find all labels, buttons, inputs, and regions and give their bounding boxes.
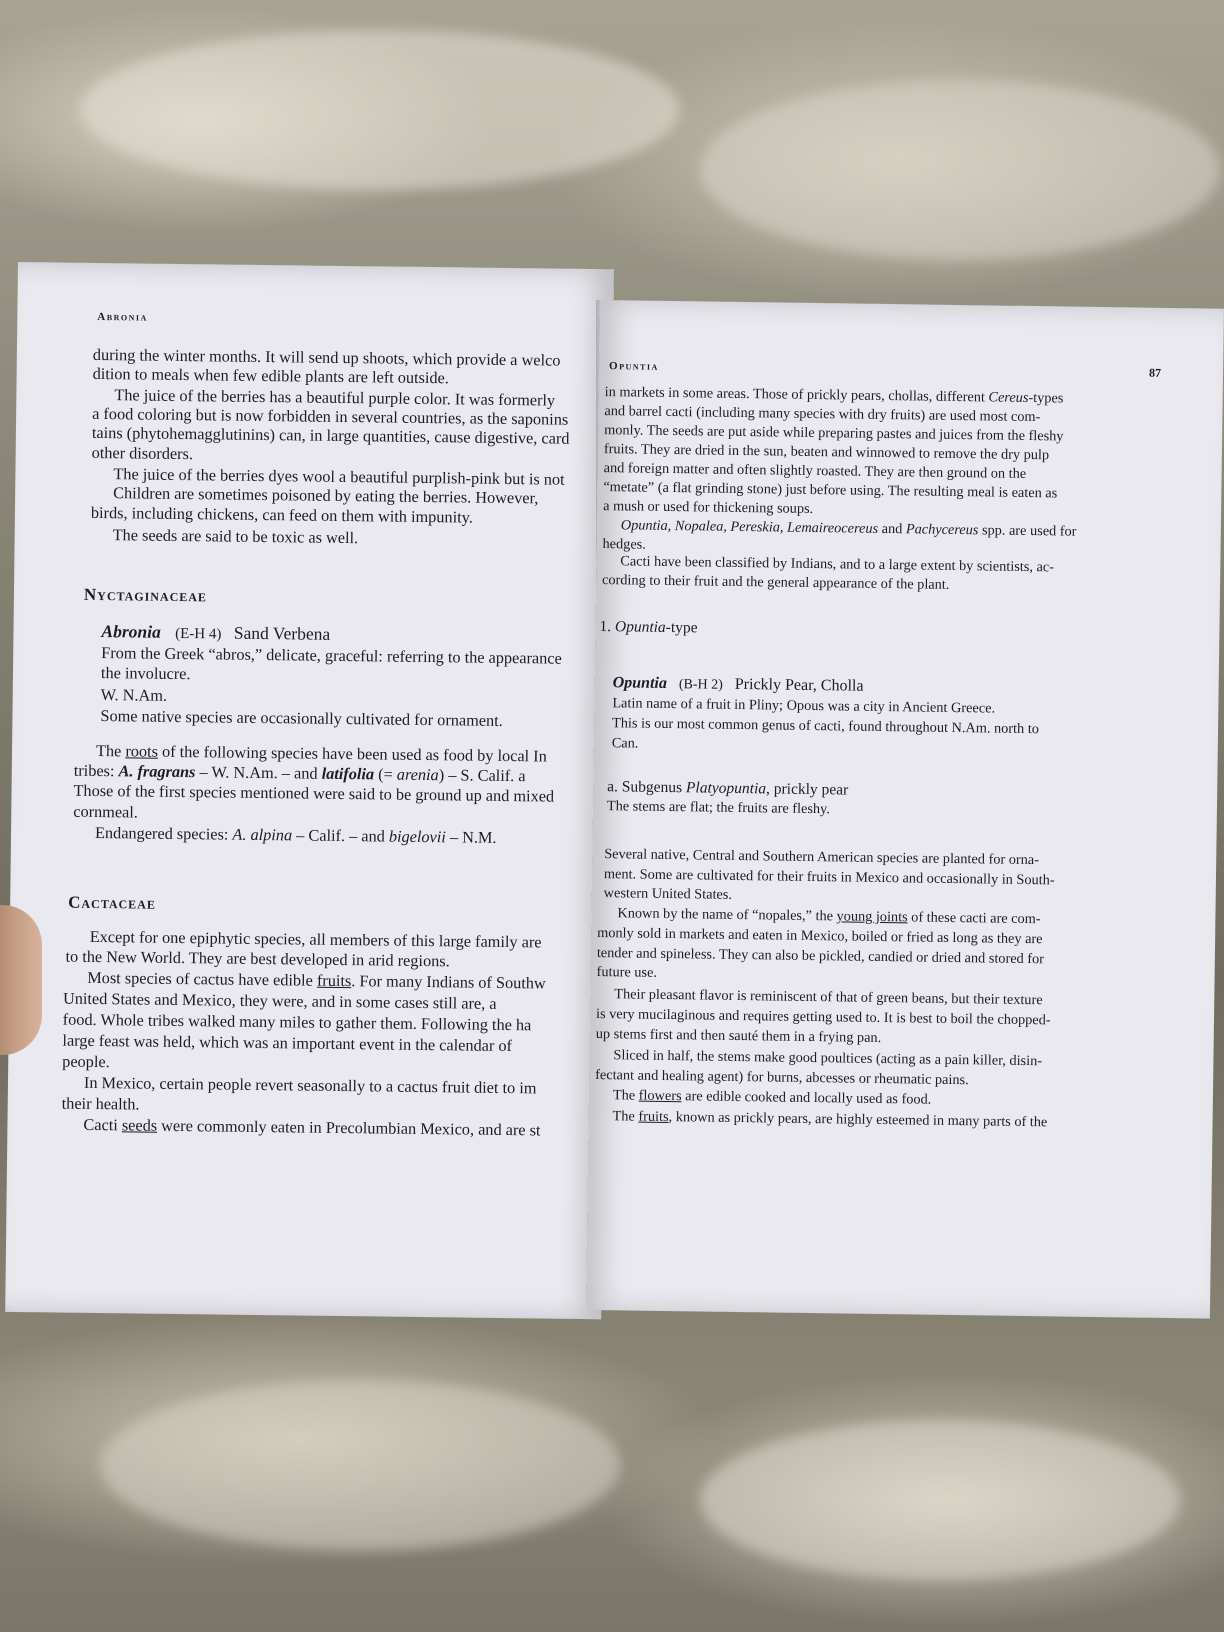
text-line: “metate” (a flat grinding stone) just before using. The resulting meal is eaten as: [603, 479, 1058, 502]
running-head: Abronia: [97, 310, 148, 324]
running-head: Opuntia: [608, 360, 659, 373]
text-line: Endangered species: A. alpina – Calif. – and bigelovii – N.M.: [94, 822, 497, 847]
text-line: and barrel cacti (including many species with dry fruits) are used most com-: [604, 403, 1041, 426]
text-line: monly sold in markets and eaten in Mexico, boiled or fried as long as they are: [597, 925, 1043, 948]
text-line: Cacti have been classified by Indians, and to a large extent by scientists, ac-: [620, 553, 1055, 576]
text-line: is very mucilaginous and requires getting used to. It is best to boil the chopped-: [595, 1006, 1051, 1029]
text-line: large feast was held, which was an important event in the calendar of: [62, 1030, 513, 1056]
text-line: up stems first and then sauté them in a frying pan.: [595, 1026, 882, 1046]
text-line: the involucre.: [100, 663, 191, 684]
text-line: people.: [62, 1051, 110, 1072]
text-line: Except for one epiphytic species, all members of this large family are: [89, 926, 542, 952]
text-line: western United States.: [603, 885, 733, 903]
species-heading: [101, 621, 330, 645]
text-line: The roots of the following species have been used as food by local In: [95, 740, 547, 766]
genus-name: Abronia: [101, 621, 161, 642]
text-line: birds, including chickens, can feed on them with impunity.: [90, 502, 473, 527]
subgenus-heading: a. Subgenus Platyopuntia, prickly pear: [607, 778, 849, 799]
blanket-fold: [700, 80, 1220, 260]
text-line: W. N.Am.: [100, 685, 168, 705]
text-line: Known by the name of “nopales,” the young joints of these cacti are com-: [617, 905, 1041, 928]
blanket-fold: [100, 1380, 620, 1550]
text-line: future use.: [596, 964, 658, 981]
common-name: Prickly Pear, Cholla: [734, 675, 864, 695]
thumb: [0, 905, 42, 1055]
underlined-word: fruits: [638, 1108, 669, 1126]
section-heading: 1. Opuntia-type: [599, 618, 698, 637]
text-line: monly. The seeds are put aside while preparing pastes and juices from the fleshy: [604, 422, 1064, 445]
text-line: Some native species are occasionally cultivated for ornament.: [100, 706, 503, 730]
text-line: tains (phytohemagglutinins) can, in large quantities, cause digestive, card: [91, 422, 570, 448]
left-page: [5, 262, 614, 1319]
text-line: fectant and healing agent) for burns, abcesses or rheumatic pains.: [595, 1067, 969, 1089]
right-page: [586, 300, 1224, 1319]
text-line: Their pleasant flavor is reminiscent of that of green beans, but their texture: [614, 986, 1043, 1009]
genus-name: Opuntia: [612, 674, 668, 692]
text-line: cornmeal.: [73, 801, 139, 822]
underlined-word: flowers: [638, 1087, 682, 1105]
text-line: Sliced in half, the stems make good poultices (acting as a pain killer, disin-: [613, 1047, 1043, 1070]
text-line: The juice of the berries dyes wool a beautiful purplish-pink but is not: [113, 464, 565, 489]
text-line: hedges.: [602, 536, 646, 553]
text-line: Can.: [611, 735, 639, 752]
text-line: a mush or used for thickening soups.: [603, 498, 814, 517]
genus-code: (B-H 2): [678, 677, 723, 693]
underlined-word: seeds: [121, 1115, 158, 1135]
text-line: in markets in some areas. Those of prickly pears, chollas, different Cereus-types: [604, 384, 1064, 407]
underlined-word: young joints: [836, 908, 908, 926]
text-line: their health.: [61, 1093, 140, 1114]
text-line: From the Greek “abros,” delicate, graceful: referring to the appearance: [101, 643, 562, 668]
text-line: ment. Some are cultivated for their fruits in Mexico and occasionally in South-: [603, 866, 1055, 889]
family-heading: Nyctaginaceae: [83, 584, 208, 606]
text-line: fruits. They are dried in the sun, beaten and winnowed to remove the dry pulp: [603, 441, 1050, 464]
text-line: In Mexico, certain people revert seasonally to a cactus fruit diet to im: [83, 1072, 537, 1098]
text-line: during the winter months. It will send up shoots, which provide a welco: [92, 344, 561, 370]
text-line: Most species of cactus have edible fruits. For many Indians of Southw: [87, 967, 546, 993]
text-line: cording to their fruit and the general appearance of the plant.: [601, 572, 950, 593]
text-line: tender and spineless. They can also be pickled, candied or dried and stored for: [596, 945, 1045, 968]
text-line: Those of the first species mentioned were said to be ground up and mixed: [73, 780, 555, 806]
page-number: 87: [1148, 365, 1162, 380]
text-line: other disorders.: [91, 442, 194, 464]
text-line: Latin name of a fruit in Pliny; Opous was a city in Ancient Greece.: [612, 695, 996, 717]
text-line: tribes: A. fragrans – W. N.Am. – and latifolia (= arenia) – S. Calif. a: [73, 760, 526, 786]
genus-code: (E-H 4): [175, 625, 222, 643]
text-line: The fruits, known as prickly pears, are highly esteemed in many parts of the: [612, 1108, 1048, 1131]
text-line: The juice of the berries has a beautiful purple color. It was formerly: [114, 385, 556, 410]
text-line: Opuntia, Nopalea, Pereskia, Lemaireocereus and Pachycereus spp. are used for: [620, 517, 1077, 540]
text-line: The seeds are said to be toxic as well.: [112, 525, 359, 548]
text-line: Children are sometimes poisoned by eating the berries. However,: [113, 483, 539, 508]
common-name: Sand Verbena: [233, 622, 331, 644]
text-line: The stems are flat; the fruits are fleshy.: [606, 798, 831, 818]
text-line: food. Whole tribes walked many miles to gather them. Following the ha: [62, 1009, 532, 1035]
text-line: This is our most common genus of cacti, found throughout N.Am. north to: [611, 715, 1040, 738]
text-line: to the New World. They are best developed in arid regions.: [65, 946, 450, 971]
text-line: and foreign matter and often slightly roasted. They are then ground on the: [603, 460, 1027, 482]
underlined-word: fruits: [316, 970, 352, 991]
text-line: Several native, Central and Southern American species are planted for orna-: [604, 846, 1040, 869]
species-heading: [613, 674, 864, 696]
text-line: dition to meals when few edible plants are left outside.: [92, 363, 450, 388]
text-line: a food coloring but is now forbidden in several countries, as the saponins: [92, 403, 569, 429]
text-line: The flowers are edible cooked and locally used as food.: [612, 1087, 932, 1108]
text-line: Cacti seeds were commonly eaten in Precolumbian Mexico, and are st: [83, 1114, 541, 1140]
blanket-fold: [700, 1420, 1180, 1580]
text-line: United States and Mexico, they were, and in some cases still are, a: [62, 988, 497, 1013]
family-heading: Cactaceae: [68, 892, 157, 913]
underlined-word: roots: [125, 741, 159, 761]
blanket-fold: [80, 30, 680, 190]
